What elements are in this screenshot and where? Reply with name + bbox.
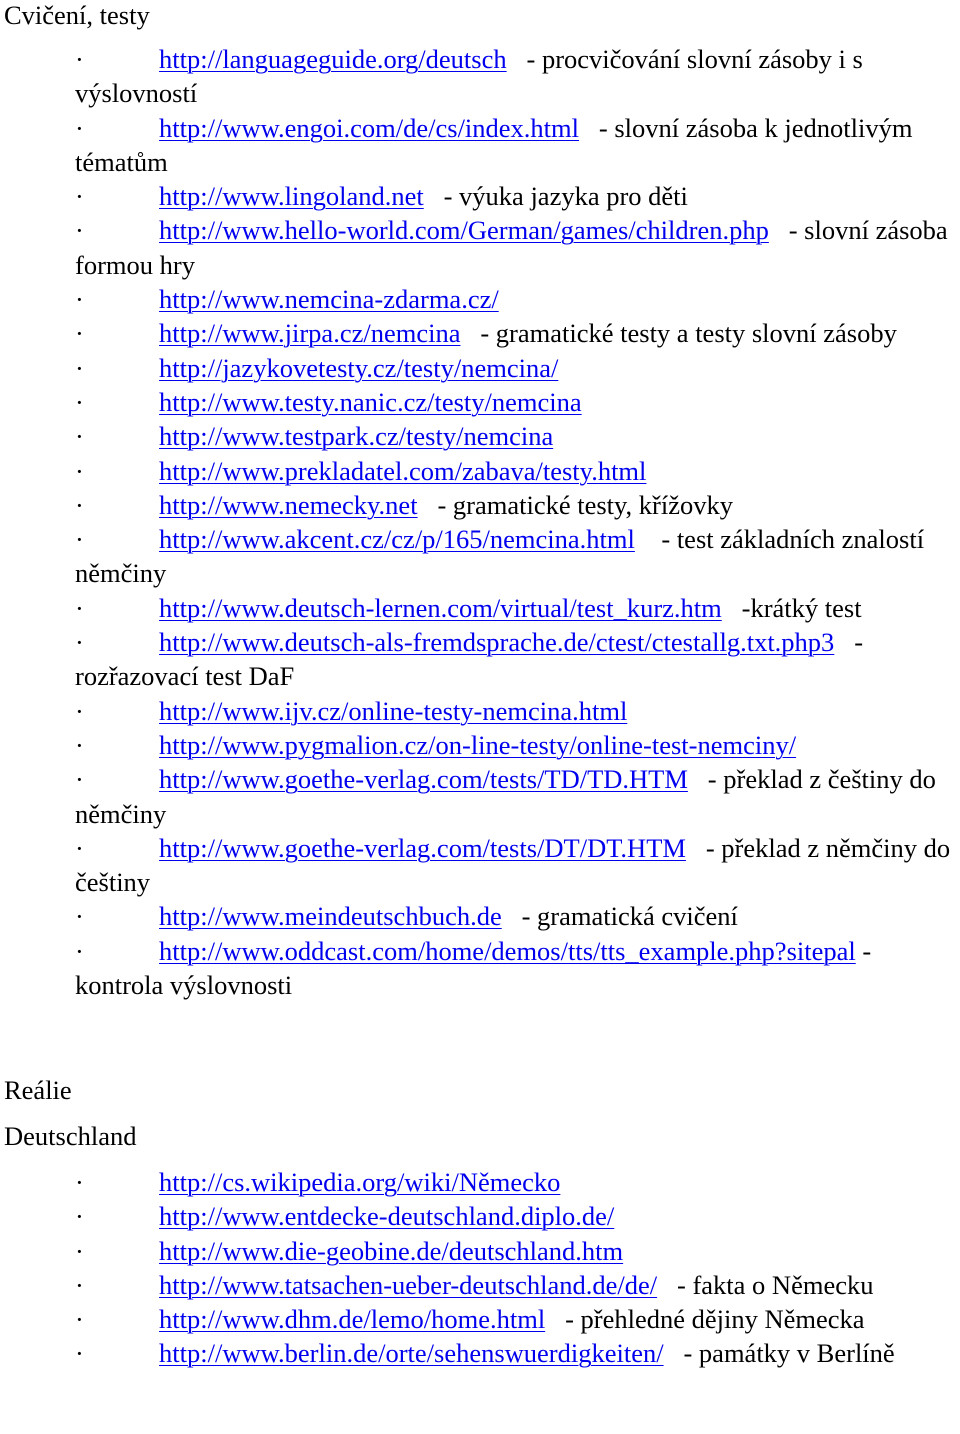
list-item	[75, 899, 958, 933]
resource-link[interactable]: http://languageguide.org/deutsch	[159, 44, 507, 74]
link-description: - gramatické testy a testy slovní zásoby	[460, 318, 897, 349]
bullet-icon: ·	[75, 729, 84, 760]
link-description: - rozřazovací test DaF	[75, 627, 870, 692]
bullet-icon: ·	[75, 318, 84, 349]
list-item	[75, 282, 958, 316]
resource-link[interactable]: http://www.testy.nanic.cz/testy/nemcina	[159, 386, 582, 417]
list-item	[75, 1302, 958, 1336]
list-item	[75, 419, 958, 453]
heading-germany: Deutschland	[4, 1121, 137, 1151]
bullet-icon: ·	[75, 352, 84, 383]
link-description: - gramatická cvičení	[501, 901, 738, 932]
bullet-icon: ·	[75, 455, 84, 486]
resource-link[interactable]: http://www.goethe-verlag.com/tests/DT/DT.HTM	[159, 832, 686, 863]
list-item	[75, 522, 958, 591]
link-description: - procvičování slovní zásoby i s výslovností	[75, 44, 870, 109]
resource-link[interactable]: http://www.die-geobine.de/deutschland.htm	[159, 1235, 624, 1266]
resource-link[interactable]: http://www.engoi.com/de/cs/index.html	[159, 112, 580, 143]
resource-link[interactable]: http://www.deutsch-als-fremdsprache.de/ctest/ctestallg.txt.php3	[159, 627, 835, 658]
bullet-icon: ·	[75, 1167, 84, 1197]
resource-link[interactable]: http://www.testpark.cz/testy/nemcina	[159, 421, 554, 452]
link-description: - památky v Berlíně	[663, 1338, 895, 1369]
bullet-icon: ·	[75, 44, 84, 74]
link-description: - překlad z němčiny do češtiny	[75, 832, 957, 898]
bullet-icon: ·	[75, 489, 84, 520]
link-description: - kontrola výslovnosti	[75, 935, 878, 1001]
list-item	[75, 625, 958, 694]
resource-link[interactable]: http://www.lingoland.net	[159, 181, 424, 212]
resource-link[interactable]: http://www.meindeutschbuch.de	[159, 901, 502, 932]
list-item	[75, 1165, 958, 1199]
bullet-icon: ·	[75, 935, 84, 966]
resource-link[interactable]: http://www.berlin.de/orte/sehenswuerdigkeiten/	[159, 1338, 664, 1369]
link-description: - slovní zásoba k jednotlivým tématům	[75, 112, 920, 177]
list-item	[75, 488, 958, 522]
link-description: -krátký test	[721, 592, 862, 623]
bullet-icon: ·	[75, 386, 84, 417]
bullet-icon: ·	[75, 1269, 84, 1300]
list-item	[75, 694, 958, 728]
resource-link[interactable]: http://www.prekladatel.com/zabava/testy.html	[159, 455, 647, 486]
bullet-icon: ·	[75, 1338, 84, 1369]
list-item	[75, 385, 958, 419]
list-item	[75, 42, 958, 111]
resource-link[interactable]: http://www.ijv.cz/online-testy-nemcina.html	[159, 695, 628, 726]
heading-exercises: Cvičení, testy	[4, 0, 150, 30]
link-description: - test základních znalostí němčiny	[75, 524, 931, 589]
list-item	[75, 762, 958, 831]
list-item	[75, 1199, 958, 1233]
resource-link[interactable]: http://cs.wikipedia.org/wiki/Německo	[159, 1167, 561, 1197]
resource-link[interactable]: http://www.deutsch-lernen.com/virtual/test_kurz.htm	[159, 592, 722, 623]
resource-link[interactable]: http://www.oddcast.com/home/demos/tts/tts_example.php?sitepal	[159, 935, 856, 966]
list-item	[75, 591, 958, 625]
resource-link[interactable]: http://jazykovetesty.cz/testy/nemcina/	[159, 352, 559, 383]
list-item	[75, 454, 958, 488]
list-item	[75, 728, 958, 762]
list-item	[75, 351, 958, 385]
bullet-icon: ·	[75, 592, 84, 623]
list-item	[75, 179, 958, 213]
resource-link[interactable]: http://www.akcent.cz/cz/p/165/nemcina.html	[159, 524, 635, 555]
resource-link[interactable]: http://www.dhm.de/lemo/home.html	[159, 1304, 546, 1335]
heading-realia: Reálie	[4, 1075, 72, 1105]
bullet-icon: ·	[75, 1304, 84, 1335]
list-item	[75, 934, 958, 1003]
bullet-icon: ·	[75, 284, 84, 315]
resource-link[interactable]: http://www.hello-world.com/German/games/children.php	[159, 215, 769, 246]
bullet-icon: ·	[75, 627, 84, 658]
bullet-icon: ·	[75, 215, 84, 246]
resource-link[interactable]: http://www.tatsachen-ueber-deutschland.de/de/	[159, 1269, 658, 1300]
list-item	[75, 1336, 958, 1370]
list-item	[75, 316, 958, 350]
link-description: - slovní zásoba formou hry	[75, 215, 955, 280]
resource-link[interactable]: http://www.entdecke-deutschland.diplo.de/	[159, 1201, 615, 1232]
list-item	[75, 213, 958, 282]
link-description: - překlad z češtiny do němčiny	[75, 764, 943, 829]
list-item	[75, 831, 958, 900]
bullet-icon: ·	[75, 764, 84, 795]
bullet-icon: ·	[75, 901, 84, 932]
link-description: - přehledné dějiny Německa	[545, 1304, 865, 1335]
bullet-icon: ·	[75, 524, 84, 555]
resource-link[interactable]: http://www.jirpa.cz/nemcina	[159, 318, 461, 349]
resource-link[interactable]: http://www.nemecky.net	[159, 489, 418, 520]
link-description: - výuka jazyka pro děti	[423, 181, 688, 212]
bullet-icon: ·	[75, 1201, 84, 1232]
list-item	[75, 111, 958, 180]
bullet-icon: ·	[75, 1235, 84, 1266]
link-description: - fakta o Německu	[657, 1269, 874, 1300]
bullet-icon: ·	[75, 832, 84, 863]
bullet-icon: ·	[75, 112, 84, 143]
bullet-icon: ·	[75, 421, 84, 452]
realia-link-list	[75, 1165, 958, 1371]
link-description: - gramatické testy, křížovky	[417, 489, 734, 520]
exercise-link-list	[75, 42, 958, 1002]
list-item	[75, 1234, 958, 1268]
bullet-icon: ·	[75, 695, 84, 726]
resource-link[interactable]: http://www.pygmalion.cz/on-line-testy/online-test-nemciny/	[159, 729, 797, 760]
bullet-icon: ·	[75, 181, 84, 212]
resource-link[interactable]: http://www.goethe-verlag.com/tests/TD/TD.HTM	[159, 764, 688, 795]
resource-link[interactable]: http://www.nemcina-zdarma.cz/	[159, 284, 499, 315]
list-item	[75, 1268, 958, 1302]
